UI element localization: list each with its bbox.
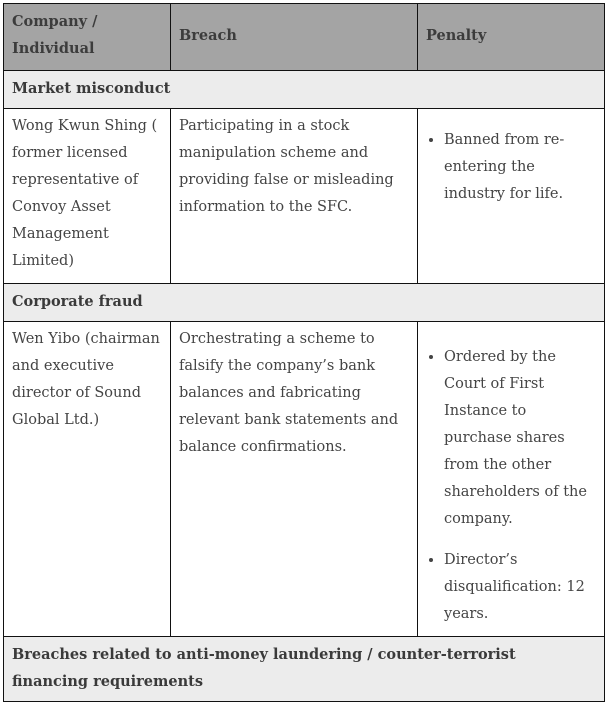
header-breach: Breach bbox=[171, 4, 418, 71]
section-row-market-misconduct bbox=[4, 71, 605, 109]
section-row-aml-ctf bbox=[4, 637, 605, 702]
section-title: Corporate fraud bbox=[4, 284, 605, 322]
header-row bbox=[4, 4, 605, 71]
penalty-item: • Director’s disqualification: 12 years. bbox=[444, 547, 596, 628]
section-row-corporate-fraud bbox=[4, 284, 605, 322]
section-title: Market misconduct bbox=[4, 71, 605, 109]
breach-cell: Orchestrating a scheme to falsify the company’s bank balances and fabricating relevant bank statements and balance confirmations. bbox=[171, 322, 418, 637]
party-cell: Wong Kwun Shing ( former licensed representative of Convoy Asset Management Limited) bbox=[4, 109, 171, 284]
header-penalty: Penalty bbox=[418, 4, 605, 71]
penalty-cell bbox=[418, 109, 605, 284]
penalty-cell bbox=[418, 322, 605, 637]
table-row bbox=[4, 322, 605, 637]
penalty-list bbox=[426, 344, 596, 628]
penalty-item: • Banned from re-entering the industry for life. bbox=[444, 127, 596, 208]
header-company-individual: Company / Individual bbox=[4, 4, 171, 71]
breach-cell: Participating in a stock manipulation scheme and providing false or misleading information to the SFC. bbox=[171, 109, 418, 284]
enforcement-table bbox=[3, 3, 605, 702]
section-title: Breaches related to anti-money laundering / counter-terrorist financing requirements bbox=[4, 637, 605, 702]
table-row bbox=[4, 109, 605, 284]
party-cell: Wen Yibo (chairman and executive director of Sound Global Ltd.) bbox=[4, 322, 171, 637]
penalty-item: • Ordered by the Court of First Instance to purchase shares from the other shareholders of the company. bbox=[444, 344, 596, 533]
penalty-list bbox=[426, 127, 596, 208]
